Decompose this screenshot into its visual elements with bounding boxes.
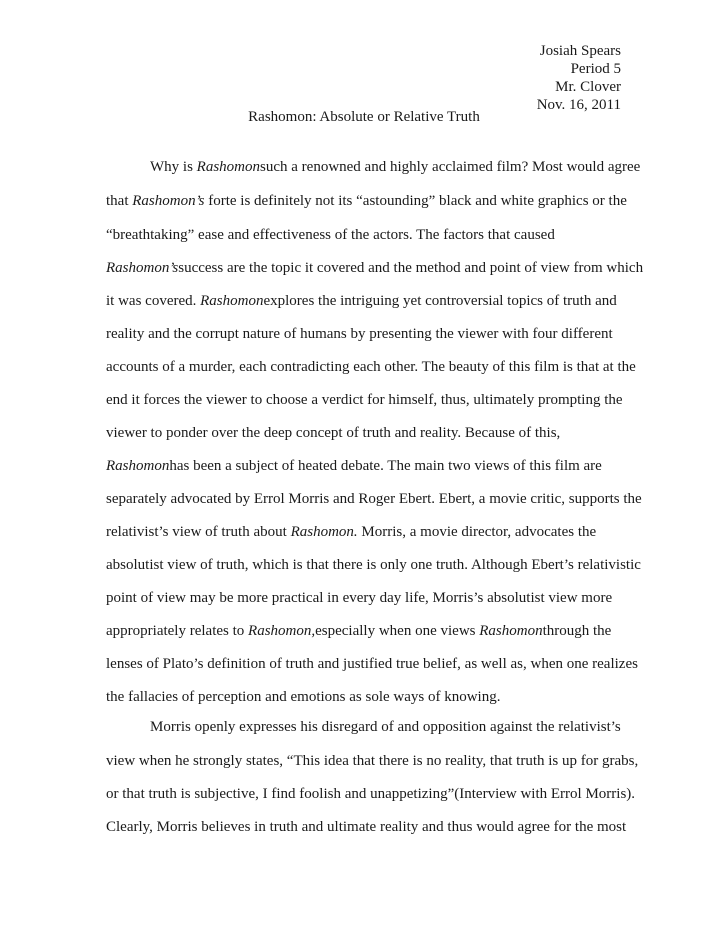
film-title-italic: Rashomon, bbox=[248, 623, 316, 639]
text-line: lenses of Plato’s definition of truth and justified true belief, as well as, when one realizes bbox=[106, 656, 638, 672]
text-line bbox=[106, 259, 643, 277]
text-run: such a renowned and highly acclaimed film? Most would agree bbox=[260, 159, 641, 175]
teacher-name: Mr. Clover bbox=[555, 79, 621, 95]
text-run: especially when one views bbox=[315, 623, 480, 639]
student-name: Josiah Spears bbox=[539, 43, 621, 59]
essay-title: Rashomon: Absolute or Relative Truth bbox=[248, 109, 480, 125]
text-run: appropriately relates to bbox=[106, 623, 249, 639]
text-line: or that truth is subjective, I find foolish and unappetizing”(Interview with Errol Morris). bbox=[106, 786, 636, 802]
essay-date: Nov. 16, 2011 bbox=[536, 97, 621, 113]
text-line bbox=[106, 622, 611, 640]
text-line bbox=[106, 457, 602, 475]
text-run: through the bbox=[542, 623, 612, 639]
text-run: it was covered. bbox=[106, 293, 201, 309]
text-line: point of view may be more practical in every day life, Morris’s absolutist view more bbox=[106, 590, 613, 606]
text-run: explores the intriguing yet controversial topics of truth and bbox=[263, 293, 617, 309]
film-title-italic: Rashomon bbox=[106, 458, 170, 474]
text-run: Morris, a movie director, advocates the bbox=[357, 524, 597, 540]
text-line bbox=[106, 523, 596, 541]
film-title-italic: Rashomon. bbox=[290, 524, 358, 540]
text-run: forte is definitely not its “astounding” black and white graphics or the bbox=[204, 193, 627, 209]
text-line: the fallacies of perception and emotions as sole ways of knowing. bbox=[106, 689, 501, 705]
text-line: viewer to ponder over the deep concept of truth and reality. Because of this, bbox=[106, 425, 561, 441]
film-title-italic: Rashomon bbox=[196, 159, 261, 175]
text-run: Why is bbox=[150, 159, 197, 175]
film-title-italic: Rashomon’s bbox=[132, 193, 205, 209]
text-line: Clearly, Morris believes in truth and ultimate reality and thus would agree for the most bbox=[106, 819, 627, 835]
text-line bbox=[150, 158, 640, 176]
film-title-italic: Rashomon’s bbox=[106, 260, 179, 276]
film-title-italic: Rashomon bbox=[479, 623, 543, 639]
class-period: Period 5 bbox=[570, 61, 621, 77]
text-line bbox=[106, 192, 627, 210]
student-header bbox=[537, 42, 621, 114]
text-line: “breathtaking” ease and effectiveness of the actors. The factors that caused bbox=[106, 227, 555, 243]
text-line: view when he strongly states, “This idea that there is no reality, that truth is up for grabs, bbox=[106, 753, 639, 769]
text-line: end it forces the viewer to choose a verdict for himself, thus, ultimately prompting the bbox=[106, 392, 623, 408]
text-line: reality and the corrupt nature of humans by presenting the viewer with four different bbox=[106, 326, 613, 342]
text-run: has been a subject of heated debate. The main two views of this film are bbox=[169, 458, 602, 474]
text-line: accounts of a murder, each contradicting each other. The beauty of this film is that at the bbox=[106, 359, 636, 375]
text-line: Morris openly expresses his disregard of and opposition against the relativist’s bbox=[150, 719, 621, 735]
text-line: absolutist view of truth, which is that there is only one truth. Although Ebert’s relativistic bbox=[106, 557, 641, 573]
text-run: success are the topic it covered and the method and point of view from which bbox=[178, 260, 644, 276]
text-run: relativist’s view of truth about bbox=[106, 524, 291, 540]
film-title-italic: Rashomon bbox=[200, 293, 264, 309]
text-run: that bbox=[106, 193, 133, 209]
text-line bbox=[106, 292, 617, 310]
text-line: separately advocated by Errol Morris and Roger Ebert. Ebert, a movie critic, supports the bbox=[106, 491, 642, 507]
